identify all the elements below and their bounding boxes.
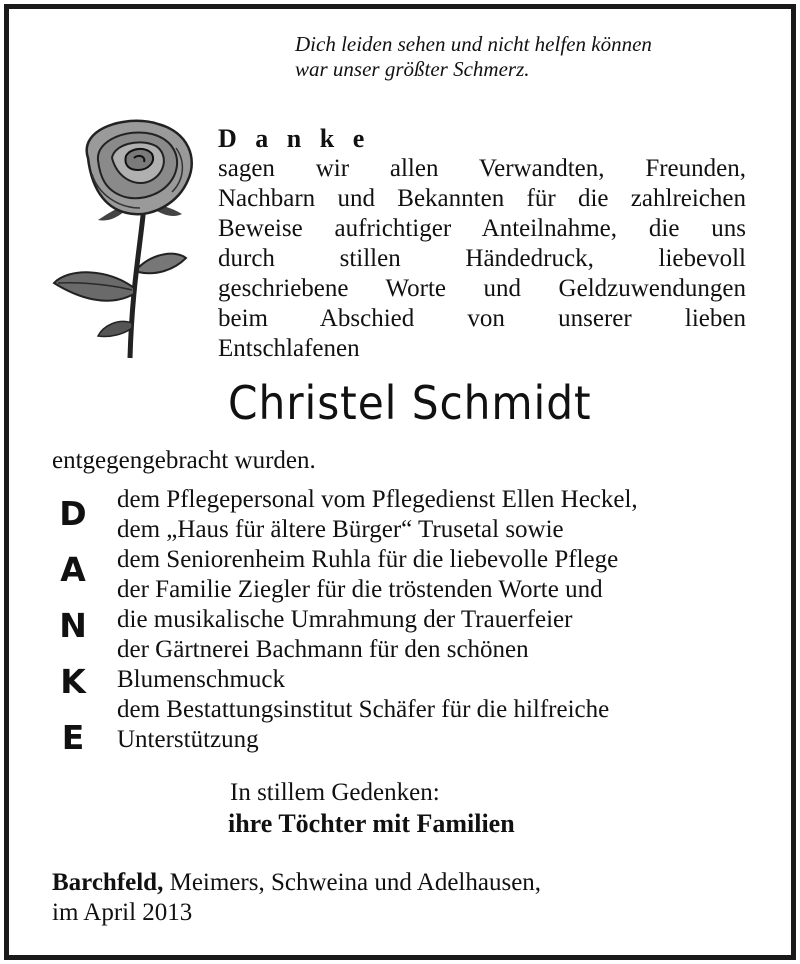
list-item: die musikalische Umrahmung der Trauerfeier <box>117 606 573 633</box>
place-rest: Meimers, Schweina und Adelhausen, <box>163 869 542 896</box>
rose-icon <box>48 118 218 363</box>
list-item: der Familie Ziegler für die tröstenden Worte und <box>117 576 603 603</box>
list-item: Unterstützung <box>117 726 259 753</box>
memory-line: In stillem Gedenken: <box>230 779 440 806</box>
acrostic-letter: N <box>59 606 87 645</box>
list-item: dem „Haus für ältere Bürger“ Trusetal sowie <box>117 516 564 543</box>
family-signature: ihre Töchter mit Familien <box>228 809 515 838</box>
date-line: im April 2013 <box>52 899 193 926</box>
thanks-list <box>117 485 757 755</box>
list-item: dem Seniorenheim Ruhla für die liebevolle Pflege <box>117 546 619 573</box>
list-item: dem Bestattungsinstitut Schäfer für die hilfreiche <box>117 696 610 723</box>
deceased-name: Christel Schmidt <box>228 376 592 430</box>
motto-line-1: Dich leiden sehen und nicht helfen können <box>295 32 652 56</box>
motto-line-2: war unser größter Schmerz. <box>295 57 530 81</box>
thanks-line: Beweise aufrichtiger Anteilnahme, die uns <box>218 215 746 242</box>
acrostic-letter: D <box>59 494 87 533</box>
danke-acrostic <box>48 494 108 774</box>
list-item: dem Pflegepersonal vom Pflegedienst Ellen Heckel, <box>117 486 638 513</box>
thanks-line: Nachbarn und Bekannten für die zahlreichen <box>218 185 746 212</box>
thanks-paragraph <box>218 154 746 364</box>
thanks-line: Entschlafenen <box>218 335 360 362</box>
acrostic-letter: A <box>60 550 86 589</box>
thanks-line: geschriebene Worte und Geldzuwendungen <box>218 275 746 302</box>
thanks-line: durch stillen Händedruck, liebevoll <box>218 245 746 272</box>
list-item: Blumenschmuck <box>117 666 286 693</box>
place-line <box>52 868 541 898</box>
thanks-line: sagen wir allen Verwandten, Freunden, <box>218 155 746 182</box>
list-item: der Gärtnerei Bachmann für den schönen <box>117 636 529 663</box>
place-bold: Barchfeld, <box>52 869 164 896</box>
danke-heading: D a n k e <box>218 124 371 153</box>
received-line: entgegengebracht wurden. <box>52 447 316 474</box>
thanks-line: beim Abschied von unserer lieben <box>218 305 746 332</box>
motto <box>295 32 765 82</box>
acrostic-letter: K <box>60 662 86 701</box>
acrostic-letter: E <box>61 718 85 757</box>
